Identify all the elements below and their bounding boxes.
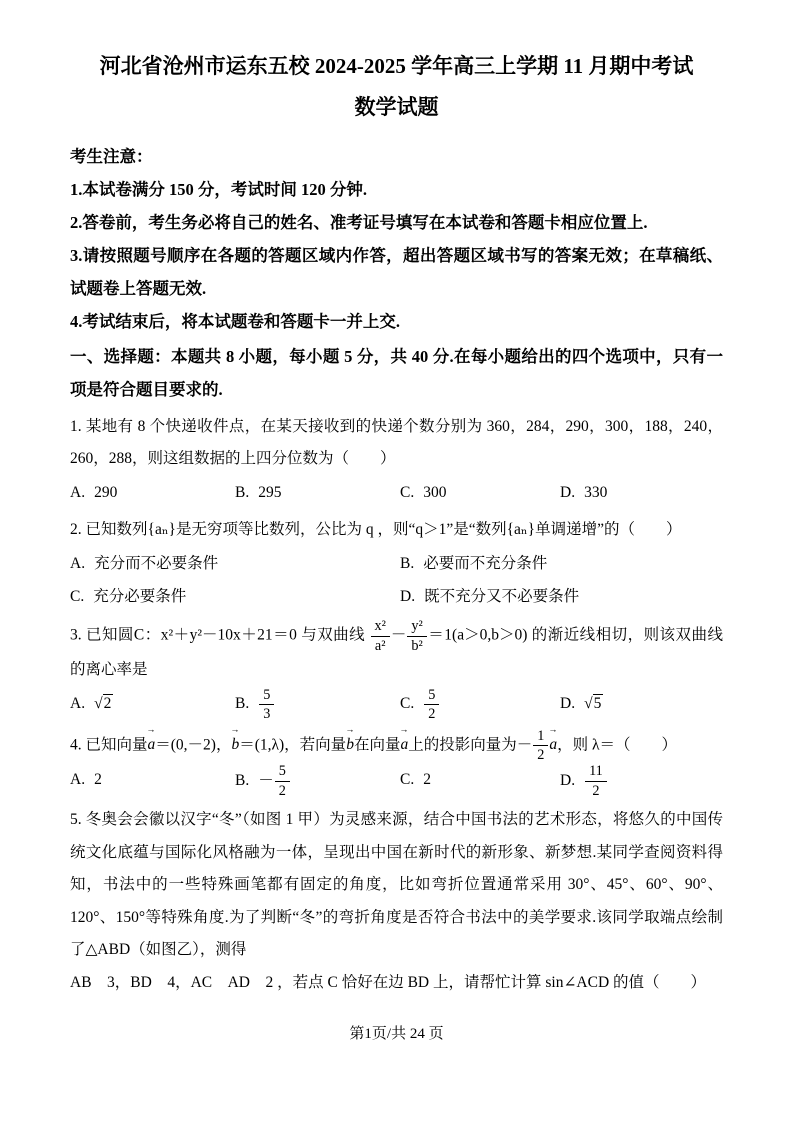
option-label: B. (235, 695, 250, 713)
question-4-options (70, 763, 723, 799)
paper-title-line-1: 河北省沧州市运东五校 2024-2025 学年高三上学期 11 月期中考试 (99, 54, 694, 78)
notice-item-1: 1.本试卷满分 150 分，考试时间 120 分钟. (70, 179, 367, 199)
question-1-options (70, 476, 723, 509)
question-2-options (70, 547, 723, 614)
notice-item-3: 3.请按照题号顺序在各题的答题区域内作答，超出答题区域书写的答案无效；在草稿纸、试题卷上答题无效. (70, 245, 723, 298)
option-text: 330 (584, 483, 608, 501)
option-text: － $\frac{5}{2}$ (258, 772, 291, 789)
option-text: 必要而不充分条件 (423, 554, 548, 572)
option-text: 既不充分又不必要条件 (424, 588, 580, 606)
question-4-stem: 4. 已知向量→ a＝(0,－2)，→ b＝(1,λ)，若向量→ b在向量→ a上的投影向量为－ $\frac{1}{2}$ → a，则 λ＝（ ） (70, 728, 723, 764)
notice-heading: 考生注意： (70, 146, 153, 166)
question-2-option-b (400, 547, 723, 580)
notice-item-2: 2.答卷前，考生务必将自己的姓名、准考证号填写在本试卷和答题卡相应位置上. (70, 212, 648, 232)
option-label: C. (400, 695, 415, 713)
option-text: $\frac{5}{3}$ (258, 695, 275, 712)
option-text: $\frac{11}{2}$ (584, 772, 608, 789)
question-5 (70, 804, 723, 999)
option-label: A. (70, 554, 86, 572)
option-label: C. (400, 483, 415, 501)
candidate-notice (70, 140, 723, 338)
question-5-stem: 5. 冬奥会会徽以汉字“冬”（如图 1 甲）为灵感来源，结合中国书法的艺术形态，将悠久的中国传统文化底蕴与国际化风格融为一体，呈现出中国在新时代的新形象、新梦想.某同学查阅资料得知，书法中的一些特殊画笔都有固定的角度，比如弯折位置通常采用 30°、45°、60°、90°、120°、150°等特殊角度.为了判断“冬”的弯折角度是否符合书法中的美学要求.该同学取端点绘制了△ABD（如图乙），测得 (70, 811, 723, 959)
option-text: √5 (584, 694, 602, 712)
option-label: B. (235, 771, 250, 789)
option-label: D. (560, 771, 576, 789)
paper-title-line-2: 数学试题 (354, 94, 439, 119)
option-label: B. (400, 554, 415, 572)
option-label: C. (70, 588, 85, 606)
question-4-option-d (560, 763, 723, 799)
page-number: 第1页/共 24 页 (349, 1026, 444, 1042)
option-text: $\frac{5}{2}$ (423, 695, 440, 712)
question-3-stem: 3. 已知圆C：x²＋y²－10x＋21＝0 与双曲线 $\frac{\text{x²}}{\text{a²}}$ － $\frac{\text{y²}}{\text{b²}}$ ＝1(a＞0,b＞0) 的渐近线相切，则该双曲线的离心率是 (70, 618, 723, 679)
question-1-option-a (70, 476, 235, 509)
question-4 (70, 728, 723, 800)
paper-title (70, 46, 723, 128)
question-1-option-d (560, 476, 723, 509)
section-1-heading: 一、选择题：本题共 8 小题，每小题 5 分，共 40 分.在每小题给出的四个选项中，只有一项是符合题目要求的. (70, 346, 723, 399)
option-text: √2 (94, 694, 112, 712)
question-2-option-c (70, 580, 400, 613)
option-text: 充分必要条件 (93, 588, 187, 606)
question-3-option-c (400, 687, 560, 723)
question-1-option-b (235, 476, 400, 509)
question-list (70, 411, 723, 1000)
option-label: D. (560, 694, 576, 712)
question-2-stem: 2. 已知数列{aₙ}是无穷项等比数列，公比为 q ，则“q＞1”是“数列{aₙ}单调递增”的（ ） (70, 521, 682, 539)
option-label: D. (560, 483, 576, 501)
question-3-options (70, 687, 723, 723)
question-1 (70, 411, 723, 509)
question-2 (70, 514, 723, 613)
question-3-option-a (70, 687, 235, 723)
option-text: 295 (258, 483, 282, 501)
question-4-option-c (400, 763, 560, 799)
option-label: A. (70, 483, 86, 501)
option-text: 300 (423, 483, 447, 501)
question-4-option-b (235, 763, 400, 799)
question-3-option-d (560, 687, 723, 723)
option-label: C. (400, 771, 415, 789)
option-label: A. (70, 771, 86, 789)
question-1-stem: 1. 某地有 8 个快递收件点，在某天接收到的快递个数分别为 360，284，290，300，188，240，260，288，则这组数据的上四分位数为（ ） (70, 417, 723, 468)
question-3-option-b (235, 687, 400, 723)
question-2-option-d (400, 580, 723, 613)
question-5-stem-continued: AB 3，BD 4，AC AD 2 ，若点 C 恰好在边 BD 上，请帮忙计算 sin∠ACD 的值（ ） (70, 973, 707, 991)
option-label: D. (400, 588, 416, 606)
question-1-option-c (400, 476, 560, 509)
option-text: 2 (423, 771, 431, 789)
question-2-option-a (70, 547, 400, 580)
option-text: 2 (94, 771, 102, 789)
option-label: B. (235, 483, 250, 501)
option-text: 充分而不必要条件 (94, 554, 219, 572)
question-3 (70, 618, 723, 722)
notice-item-4: 4.考试结束后，将本试题卷和答题卡一并上交. (70, 311, 400, 331)
option-label: A. (70, 694, 86, 712)
option-text: 290 (94, 483, 118, 501)
question-4-option-a (70, 763, 235, 799)
